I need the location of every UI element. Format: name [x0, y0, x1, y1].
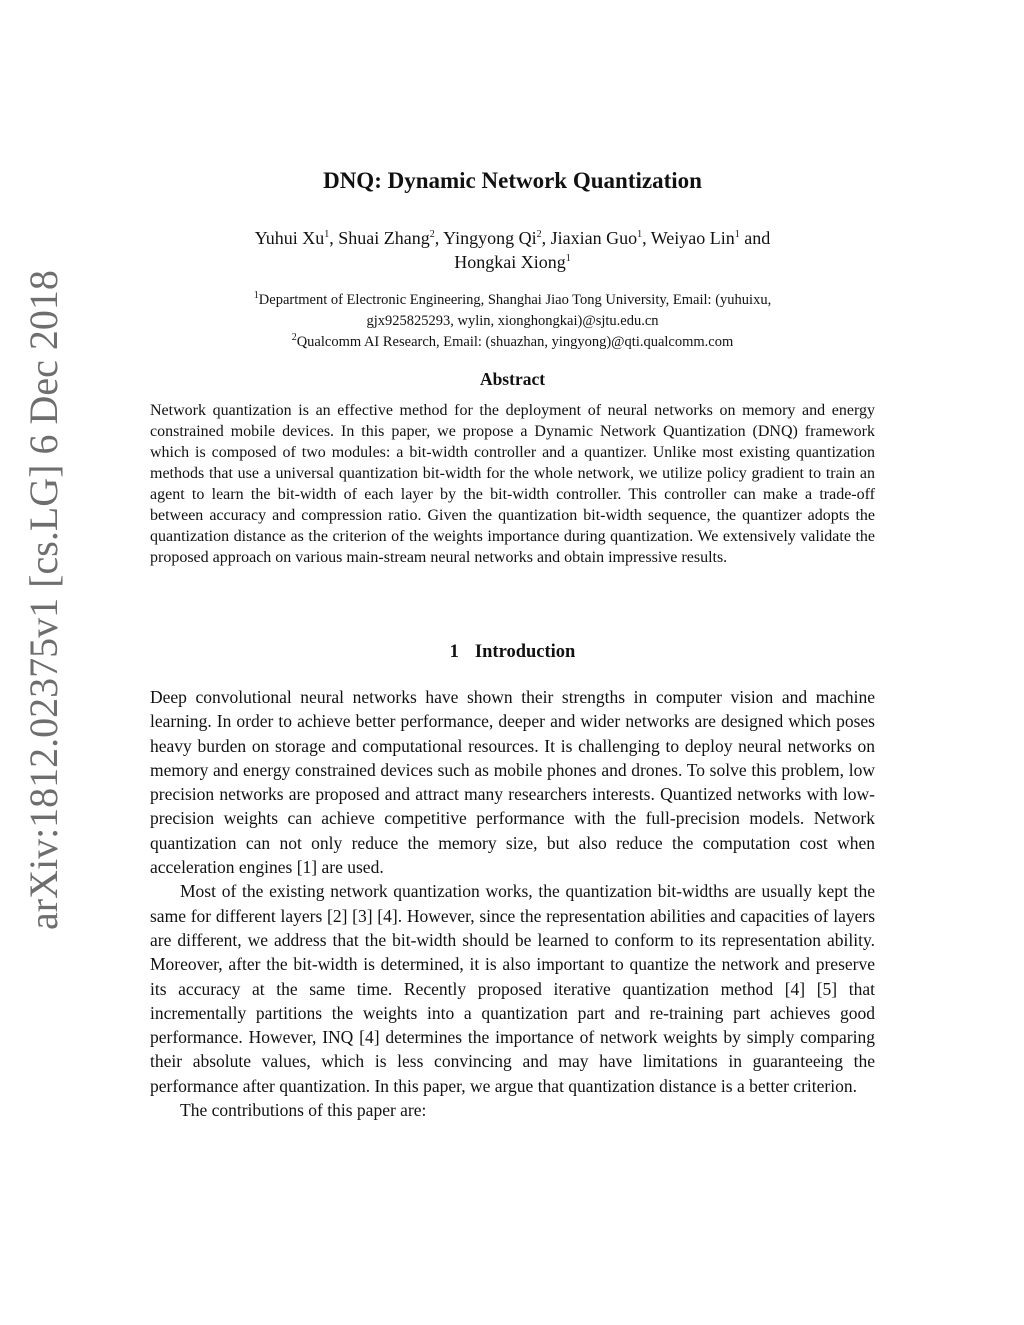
author-name: Yuhui Xu [254, 228, 325, 248]
paragraph: Most of the existing network quantization works, the quantization bit-widths are usually kept the same for different layers [2] [3] [4]. However, since the representation abilities and capacities of layers are different, we address that the bit-width should be learned to conform to its representation ability. Moreover, after the bit-width is determined, it is also important to quantize the network and preserve its accuracy at the same time. Recently proposed iterative quantization method [4] [5] that incrementally partitions the weights into a quantization part and re-training part achieves good performance. However, INQ [4] determines the importance of network weights by simply comparing their absolute values, which is less convincing and may have limitations in guaranteeing the performance after quantization. In this paper, we argue that quantization distance is a better criterion. [150, 881, 875, 1096]
author-affiliation-mark: 1 [324, 229, 330, 240]
arxiv-identifier-stamp: arXiv:1812.02375v1 [cs.LG] 6 Dec 2018 [21, 270, 66, 930]
author-separator: , [642, 228, 651, 248]
author-separator: , [329, 228, 339, 248]
paragraph: Deep convolutional neural networks have shown their strengths in computer vision and machine learning. In order to achieve better performance, deeper and wider networks are designed which poses heavy burden on storage and computational resources. It is challenging to deploy neural networks on memory and energy constrained devices such as mobile phones and drones. To solve this problem, low precision networks are proposed and attract many researchers interests. Quantized networks with low-precision weights can achieve competitive performance with the full-precision models. Network quantization can not only reduce the memory size, but also reduce the computation cost when acceleration engines [1] are used. [150, 687, 875, 878]
author-affiliation-mark: 1 [734, 229, 740, 240]
author-name: Shuai Zhang [338, 228, 430, 248]
affiliation-block [150, 290, 875, 353]
author-list [150, 226, 875, 274]
affiliation-mark: 2 [291, 332, 297, 344]
abstract-heading: Abstract [479, 369, 546, 389]
affiliation-mark: 1 [253, 290, 259, 302]
introduction-body [150, 685, 875, 1122]
paper-title: DNQ: Dynamic Network Quantization [323, 168, 702, 193]
abstract-text: Network quantization is an effective method for the deployment of neural networks on memory and energy constrained mobile devices. In this paper, we propose a Dynamic Network Quantization (DNQ) framework which is composed of two modules: a bit-width controller and a quantizer. Unlike most existing quantization methods that use a universal quantization bit-width for the whole network, we utilize policy gradient to train an agent to learn the bit-width of each layer by the bit-width controller. This controller can make a trade-off between accuracy and compression ratio. Given the quantization bit-width sequence, the quantizer adopts the quantization distance as the criterion of the weights importance during quantization. We extensively validate the proposed approach on various main-stream neural networks and obtain impressive results. [150, 402, 875, 566]
author-affiliation-mark: 2 [429, 229, 435, 240]
affiliation-1 [150, 290, 875, 311]
author-affiliation-mark: 1 [565, 253, 571, 264]
author-name: Jiaxian Guo [550, 228, 638, 248]
author-name: Hongkai Xiong [454, 252, 566, 272]
paragraph: The contributions of this paper are: [180, 1100, 427, 1121]
affiliation-2 [150, 332, 875, 353]
section-number: 1 [449, 642, 459, 662]
affiliation-1-continued: gjx925825293, wylin, xionghongkai)@sjtu.edu.cn [366, 313, 659, 329]
author-separator: , [434, 228, 444, 248]
author-separator: and [739, 228, 771, 248]
affiliation-text: Department of Electronic Engineering, Shanghai Jiao Tong University, Email: (yuhuixu, [258, 292, 772, 308]
section-title: Introduction [474, 642, 576, 662]
section-heading [150, 642, 875, 663]
author-affiliation-mark: 1 [637, 229, 643, 240]
author-separator: , [541, 228, 551, 248]
author-name: Weiyao Lin [650, 228, 735, 248]
author-name: Yingyong Qi [443, 228, 537, 248]
affiliation-text: Qualcomm AI Research, Email: (shuazhan, yingyong)@qti.qualcomm.com [296, 334, 734, 350]
author-affiliation-mark: 2 [536, 229, 542, 240]
